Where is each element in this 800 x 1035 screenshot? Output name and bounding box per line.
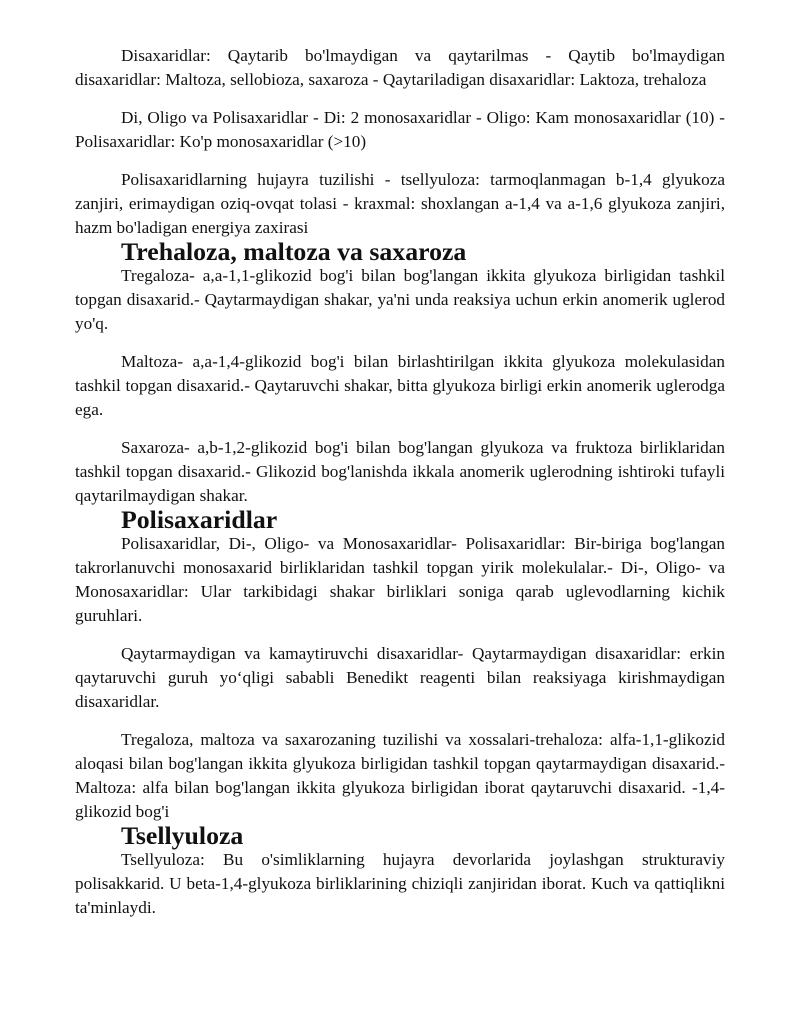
paragraph-polysaccharides-definition: Polisaxaridlar, Di-, Oligo- va Monosaxaridlar- Polisaxaridlar: Bir-biriga bog'langan takrorlanuvchi monosaxarid birliklaridan tashkil topgan yirik molekulalar.- Di-, Oligo- va Monosaxaridlar: Ular tarkibidagi shakar birliklari soniga qarab uglevodlarning kichik guruhlari. — [75, 534, 725, 625]
paragraph-cellulose: Tsellyuloza: Bu o'simliklarning hujayra devorlarida joylashgan strukturaviy polisakkarid. U beta-1,4-glyukoza birliklarining chiziqli zanjiridan iborat. Kuch va qattiqlikni ta'minlaydi. — [75, 850, 725, 917]
paragraph-nonreducing-disaccharides: Qaytarmaydigan va kamaytiruvchi disaxaridlar- Qaytarmaydigan disaxaridlar: erkin qaytaruvchi guruh yo‘qligi sababli Benedikt reagenti bilan reaksiyaga kirishmaydigan disaxaridlar. — [75, 644, 725, 711]
paragraph-di-oligo-poly: Di, Oligo va Polisaxaridlar - Di: 2 monosaxaridlar - Oligo: Kam monosaxaridlar (10) - Polisaxaridlar: Ko'p monosaxaridlar (>10) — [75, 108, 725, 151]
paragraph-maltose: Maltoza- a,a-1,4-glikozid bog'i bilan birlashtirilgan ikkita glyukoza molekulasidan tashkil topgan disaxarid.- Qaytaruvchi shakar, bitta glyukoza birligi erkin anomerik uglerodga ega. — [75, 352, 725, 419]
paragraph-sucrose: Saxaroza- a,b-1,2-glikozid bog'i bilan bog'langan glyukoza va fruktoza birliklaridan tashkil topgan disaxarid.- Glikozid bog'lanishda ikkala anomerik uglerodning ishtiroki tufayli qaytarilmaydigan shakar. — [75, 438, 725, 505]
section-heading-cellulose: Tsellyuloza — [121, 821, 244, 850]
section-heading-trehalose-maltose-sucrose: Trehaloza, maltoza va saxaroza — [121, 237, 467, 266]
paragraph-trehalose: Tregaloza- a,a-1,1-glikozid bog'i bilan bog'langan ikkita glyukoza birligidan tashkil topgan disaxarid.- Qaytarmaydigan shakar, ya'ni unda reaksiya uchun erkin anomerik uglerod yo'q. — [75, 266, 725, 333]
paragraph-disaccharides-types: Disaxaridlar: Qaytarib bo'lmaydigan va qaytarilmas - Qaytib bo'lmaydigan disaxaridlar: Maltoza, sellobioza, saxaroza - Qaytariladigan disaxaridlar: Laktoza, trehaloza — [75, 46, 725, 89]
section-heading-polysaccharides: Polisaxaridlar — [121, 505, 278, 534]
paragraph-polysaccharide-structure: Polisaxaridlarning hujayra tuzilishi - tsellyuloza: tarmoqlanmagan b-1,4 glyukoza zanjiri, erimaydigan oziq-ovqat tolasi - kraxmal: shoxlangan a-1,4 va a-1,6 glyukoza zanjiri, hazm bo'ladigan energiya zaxirasi — [75, 170, 725, 237]
paragraph-structure-properties: Tregaloza, maltoza va saxarozaning tuzilishi va xossalari-trehaloza: alfa-1,1-glikozid aloqasi bilan bog'langan ikkita glyukoza birligidan tashkil topgan qaytarmaydigan disaxarid.- Maltoza: alfa bilan bog'langan ikkita glyukoza birligidan iborat qaytaruvchi disaxarid. -1,4-glikozid bog'i — [75, 730, 725, 821]
